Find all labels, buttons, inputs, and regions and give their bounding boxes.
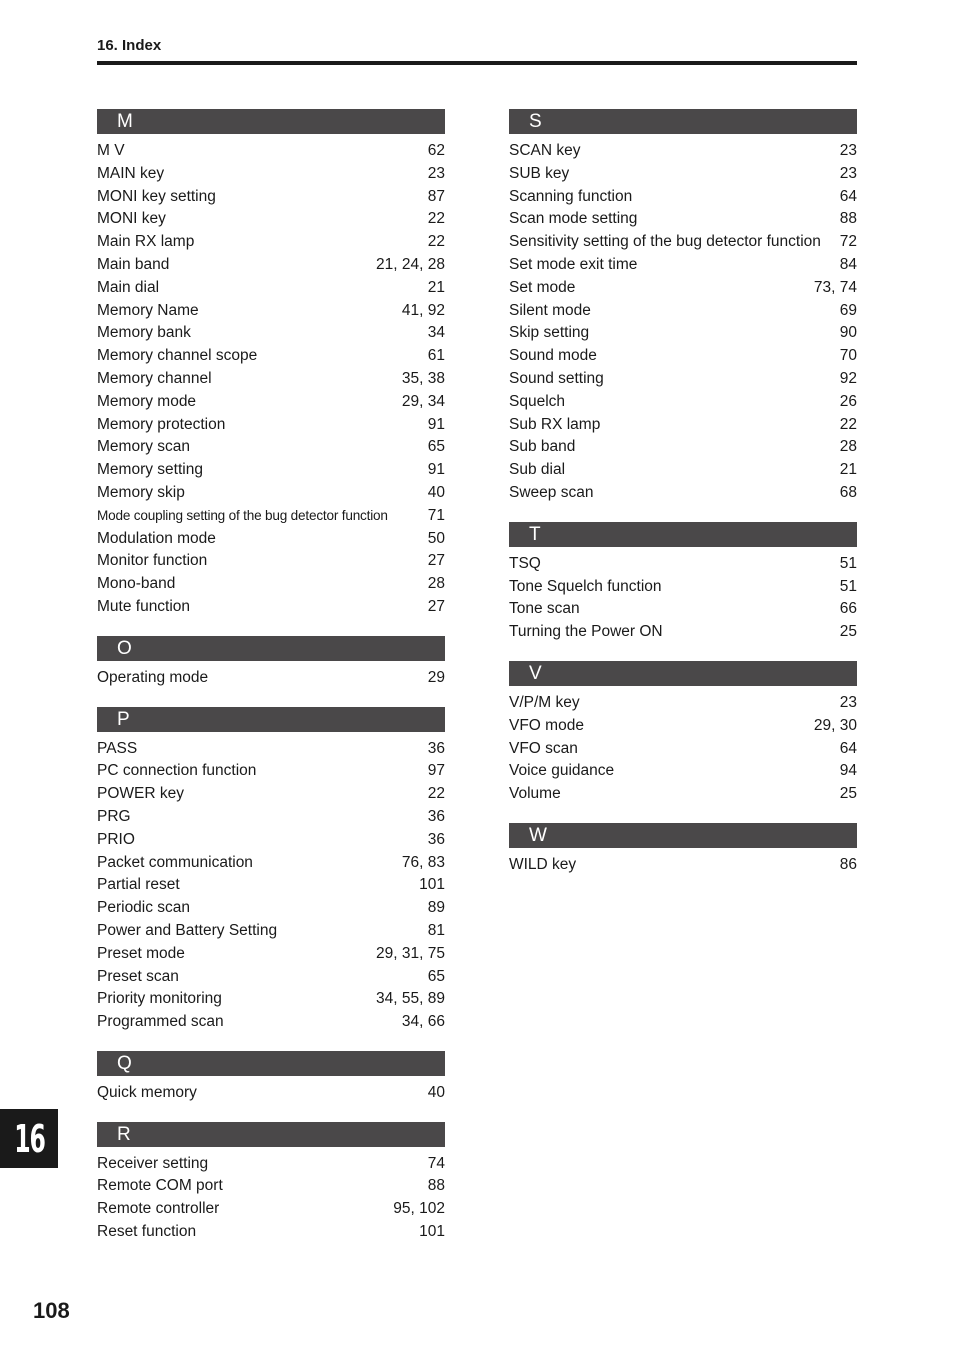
entry-term: VFO scan: [509, 739, 578, 757]
index-entry: [97, 596, 445, 619]
index-entry: [509, 783, 857, 806]
index-entry: [97, 1082, 445, 1105]
entry-pages: 40: [427, 1083, 445, 1101]
entry-term: M V: [97, 142, 125, 159]
index-section: [97, 1122, 445, 1244]
index-entry: [97, 140, 445, 163]
entry-term: Turning the Power ON: [509, 623, 663, 641]
entry-term: Monitor function: [97, 552, 208, 570]
entry-pages: 73, 74: [813, 278, 857, 296]
entry-term: Scanning function: [509, 187, 633, 205]
entry-term: PRG: [97, 807, 131, 825]
index-entry: [97, 760, 445, 783]
entry-term: Main band: [97, 255, 170, 273]
entry-list: [97, 1076, 445, 1105]
section-letter-header: Q: [97, 1051, 445, 1076]
entry-pages: 89: [427, 899, 445, 917]
entry-pages: 34, 66: [401, 1013, 445, 1031]
index-section: [97, 636, 445, 690]
entry-pages: 81: [427, 921, 445, 939]
entry-term: Main dial: [97, 278, 160, 296]
index-entry: [97, 1221, 445, 1244]
entry-pages: 22: [427, 210, 445, 228]
index-entry: [97, 254, 445, 277]
entry-list: [97, 1147, 445, 1244]
entry-term: SCAN key: [509, 142, 581, 159]
section-letter-header: M: [97, 109, 445, 134]
section-letter-header: V: [509, 661, 857, 686]
entry-term: Memory mode: [97, 392, 197, 410]
index-entry: [509, 322, 857, 345]
index-entry: [509, 576, 857, 599]
index-entry: [97, 783, 445, 806]
entry-term: Sub dial: [509, 461, 566, 479]
index-entry: [509, 368, 857, 391]
entry-pages: 88: [839, 210, 857, 228]
entry-pages: 76, 83: [401, 853, 445, 871]
entry-pages: 88: [427, 1177, 445, 1195]
entry-term: Sensitivity setting of the bug detector function: [509, 233, 821, 251]
index-entry: [97, 322, 445, 345]
section-gap: [97, 690, 445, 707]
index-entry: [509, 140, 857, 163]
entry-term: Skip setting: [509, 324, 590, 342]
index-entry: [97, 391, 445, 414]
entry-term: Remote controller: [97, 1200, 220, 1218]
index-column-right: [509, 109, 857, 877]
index-entry: [509, 760, 857, 783]
entry-term: Modulation mode: [97, 529, 216, 547]
entry-term: Sound setting: [509, 369, 604, 387]
entry-term: Memory bank: [97, 324, 191, 342]
entry-pages: 22: [427, 233, 445, 251]
entry-term: Voice guidance: [509, 762, 615, 780]
entry-term: Set mode exit time: [509, 255, 638, 273]
section-letter-header: P: [97, 707, 445, 732]
entry-pages: 21: [427, 278, 445, 296]
entry-pages: 23: [839, 142, 857, 159]
entry-term: Tone Squelch function: [509, 577, 662, 595]
entry-term: Sound mode: [509, 347, 597, 365]
index-entry: [509, 254, 857, 277]
index-entry: [509, 436, 857, 459]
entry-pages: 87: [427, 187, 445, 205]
index-entry: [97, 897, 445, 920]
entry-list: [509, 686, 857, 806]
entry-pages: 40: [427, 483, 445, 501]
index-entry: [97, 414, 445, 437]
entry-list: [509, 134, 857, 505]
entry-term: Memory Name: [97, 301, 199, 319]
entry-pages: 84: [839, 255, 857, 273]
entry-term: Partial reset: [97, 876, 180, 894]
entry-term: Preset mode: [97, 944, 185, 962]
entry-pages: 51: [839, 554, 857, 572]
index-entry: [97, 806, 445, 829]
index-entry: [509, 208, 857, 231]
entry-term: WILD key: [509, 855, 577, 873]
entry-term: Memory scan: [97, 438, 191, 456]
index-entry: [97, 1175, 445, 1198]
entry-term: Squelch: [509, 392, 566, 410]
entry-term: Memory setting: [97, 461, 203, 479]
index-entry: [509, 186, 857, 209]
entry-term: MONI key setting: [97, 187, 216, 205]
entry-term: Periodic scan: [97, 899, 191, 917]
entry-term: PC connection function: [97, 762, 257, 780]
entry-term: Memory channel: [97, 369, 212, 387]
index-entry: [509, 163, 857, 186]
entry-pages: 29, 31, 75: [376, 944, 445, 962]
entry-term: Mute function: [97, 597, 191, 615]
entry-pages: 29: [427, 668, 445, 686]
index-column-left: [97, 109, 445, 1244]
index-section: [509, 522, 857, 644]
entry-pages: 64: [839, 187, 857, 205]
entry-pages: 23: [839, 693, 857, 711]
entry-pages: 91: [427, 415, 445, 433]
entry-pages: 27: [427, 552, 445, 570]
entry-list: [97, 732, 445, 1034]
index-entry: [97, 829, 445, 852]
entry-term: Quick memory: [97, 1083, 197, 1101]
index-entry: [509, 738, 857, 761]
entry-pages: 41, 92: [401, 301, 445, 319]
entry-term: Memory channel scope: [97, 347, 258, 365]
section-gap: [97, 1034, 445, 1051]
index-entry: [97, 988, 445, 1011]
entry-term: Preset scan: [97, 967, 179, 985]
entry-pages: 94: [839, 762, 857, 780]
index-entry: [97, 345, 445, 368]
chapter-tab: [0, 1109, 58, 1168]
entry-pages: 26: [839, 392, 857, 410]
entry-pages: 21: [839, 461, 857, 479]
entry-term: Set mode: [509, 278, 576, 296]
header-rule: [97, 61, 857, 65]
entry-pages: 27: [427, 597, 445, 615]
index-entry: [97, 852, 445, 875]
entry-term: Programmed scan: [97, 1013, 224, 1031]
entry-term: Reset function: [97, 1223, 197, 1241]
entry-pages: 61: [427, 347, 445, 365]
index-entry: [97, 186, 445, 209]
index-entry: [509, 300, 857, 323]
index-entry: [509, 692, 857, 715]
index-section: [97, 707, 445, 1034]
index-entry: [97, 1011, 445, 1034]
running-header: 16. Index: [97, 37, 162, 54]
entry-pages: 36: [427, 807, 445, 825]
entry-pages: 71: [427, 506, 445, 524]
entry-term: Scan mode setting: [509, 210, 638, 228]
index-entry: [97, 943, 445, 966]
entry-pages: 101: [419, 1223, 445, 1241]
index-entry: [509, 854, 857, 877]
index-entry: [509, 482, 857, 505]
index-section: [97, 109, 445, 619]
index-entry: [509, 459, 857, 482]
entry-pages: 90: [839, 324, 857, 342]
entry-pages: 65: [427, 967, 445, 985]
entry-pages: 65: [427, 438, 445, 456]
entry-pages: 68: [839, 483, 857, 501]
index-entry: [97, 300, 445, 323]
entry-term: MAIN key: [97, 164, 165, 182]
entry-term: Operating mode: [97, 668, 209, 686]
index-entry: [509, 231, 857, 254]
entry-pages: 62: [427, 142, 445, 159]
entry-term: Volume: [509, 785, 561, 803]
entry-list: [97, 134, 445, 619]
index-entry: [97, 874, 445, 897]
index-entry: [509, 345, 857, 368]
index-entry: [509, 598, 857, 621]
entry-term: Memory skip: [97, 483, 185, 501]
entry-pages: 86: [839, 855, 857, 873]
section-letter-header: W: [509, 823, 857, 848]
entry-pages: 29, 34: [401, 392, 445, 410]
index-section: [509, 823, 857, 877]
section-gap: [97, 1105, 445, 1122]
entry-pages: 34: [427, 324, 445, 342]
entry-pages: 95, 102: [393, 1200, 445, 1218]
entry-list: [509, 547, 857, 644]
entry-pages: 66: [839, 600, 857, 618]
index-entry: [509, 414, 857, 437]
index-entry: [97, 920, 445, 943]
section-gap: [509, 806, 857, 823]
page-number: 108: [33, 1298, 70, 1323]
entry-term: Tone scan: [509, 600, 580, 618]
entry-term: Memory protection: [97, 415, 226, 433]
entry-term: PRIO: [97, 830, 135, 848]
index-entry: [509, 621, 857, 644]
entry-pages: 69: [839, 301, 857, 319]
entry-pages: 23: [839, 164, 857, 182]
entry-pages: 97: [427, 762, 445, 780]
index-entry: [97, 436, 445, 459]
entry-pages: 25: [839, 785, 857, 803]
index-entry: [97, 738, 445, 761]
index-section: [509, 661, 857, 806]
entry-pages: 36: [427, 830, 445, 848]
entry-pages: 50: [427, 529, 445, 547]
entry-term: Main RX lamp: [97, 233, 195, 251]
entry-pages: 25: [839, 623, 857, 641]
entry-term: SUB key: [509, 164, 570, 182]
index-entry: [509, 553, 857, 576]
entry-term: Mono-band: [97, 575, 176, 593]
entry-term: V/P/M key: [509, 693, 580, 711]
entry-term: Packet communication: [97, 853, 253, 871]
index-entry: [97, 667, 445, 690]
index-entry: [97, 528, 445, 551]
index-entry: [97, 573, 445, 596]
entry-term: Silent mode: [509, 301, 591, 319]
index-entry: [97, 505, 445, 528]
entry-term: Mode coupling setting of the bug detector function: [97, 507, 388, 523]
entry-pages: 29, 30: [813, 716, 857, 734]
section-gap: [97, 619, 445, 636]
index-entry: [97, 550, 445, 573]
index-entry: [509, 391, 857, 414]
entry-pages: 35, 38: [401, 369, 445, 387]
entry-pages: 101: [419, 876, 445, 894]
entry-pages: 34, 55, 89: [376, 990, 445, 1008]
index-entry: [509, 715, 857, 738]
section-letter-header: O: [97, 636, 445, 661]
entry-term: Sub band: [509, 438, 576, 456]
entry-pages: 28: [427, 575, 445, 593]
index-entry: [97, 368, 445, 391]
entry-list: [97, 661, 445, 690]
index-entry: [97, 277, 445, 300]
index-entry: [97, 966, 445, 989]
section-letter-header: R: [97, 1122, 445, 1147]
chapter-tab-number: 16: [13, 1116, 45, 1161]
index-section: [509, 109, 857, 505]
index-entry: [97, 1198, 445, 1221]
entry-term: VFO mode: [509, 716, 584, 734]
entry-term: Power and Battery Setting: [97, 921, 278, 939]
entry-pages: 74: [427, 1154, 445, 1172]
section-gap: [509, 644, 857, 661]
entry-pages: 91: [427, 461, 445, 479]
index-entry: [97, 482, 445, 505]
entry-list: [509, 848, 857, 877]
entry-pages: 64: [839, 739, 857, 757]
entry-term: Sweep scan: [509, 483, 594, 501]
entry-pages: 22: [427, 785, 445, 803]
section-letter-header: T: [509, 522, 857, 547]
entry-pages: 36: [427, 739, 445, 757]
entry-pages: 70: [839, 347, 857, 365]
entry-term: PASS: [97, 739, 138, 757]
section-gap: [509, 505, 857, 522]
index-entry: [97, 459, 445, 482]
index-entry: [509, 277, 857, 300]
entry-pages: 51: [839, 577, 857, 595]
index-entry: [97, 208, 445, 231]
index-entry: [97, 1153, 445, 1176]
entry-term: Priority monitoring: [97, 990, 222, 1008]
entry-term: TSQ: [509, 554, 541, 572]
entry-term: Sub RX lamp: [509, 415, 601, 433]
entry-pages: 72: [839, 233, 857, 251]
entry-pages: 23: [427, 164, 445, 182]
section-letter-header: S: [509, 109, 857, 134]
entry-term: POWER key: [97, 785, 184, 803]
index-entry: [97, 163, 445, 186]
entry-pages: 22: [839, 415, 857, 433]
index-entry: [97, 231, 445, 254]
index-section: [97, 1051, 445, 1105]
entry-term: Receiver setting: [97, 1154, 209, 1172]
entry-pages: 92: [839, 369, 857, 387]
entry-term: MONI key: [97, 210, 166, 228]
entry-term: Remote COM port: [97, 1177, 223, 1195]
entry-pages: 28: [839, 438, 857, 456]
entry-pages: 21, 24, 28: [376, 255, 445, 273]
